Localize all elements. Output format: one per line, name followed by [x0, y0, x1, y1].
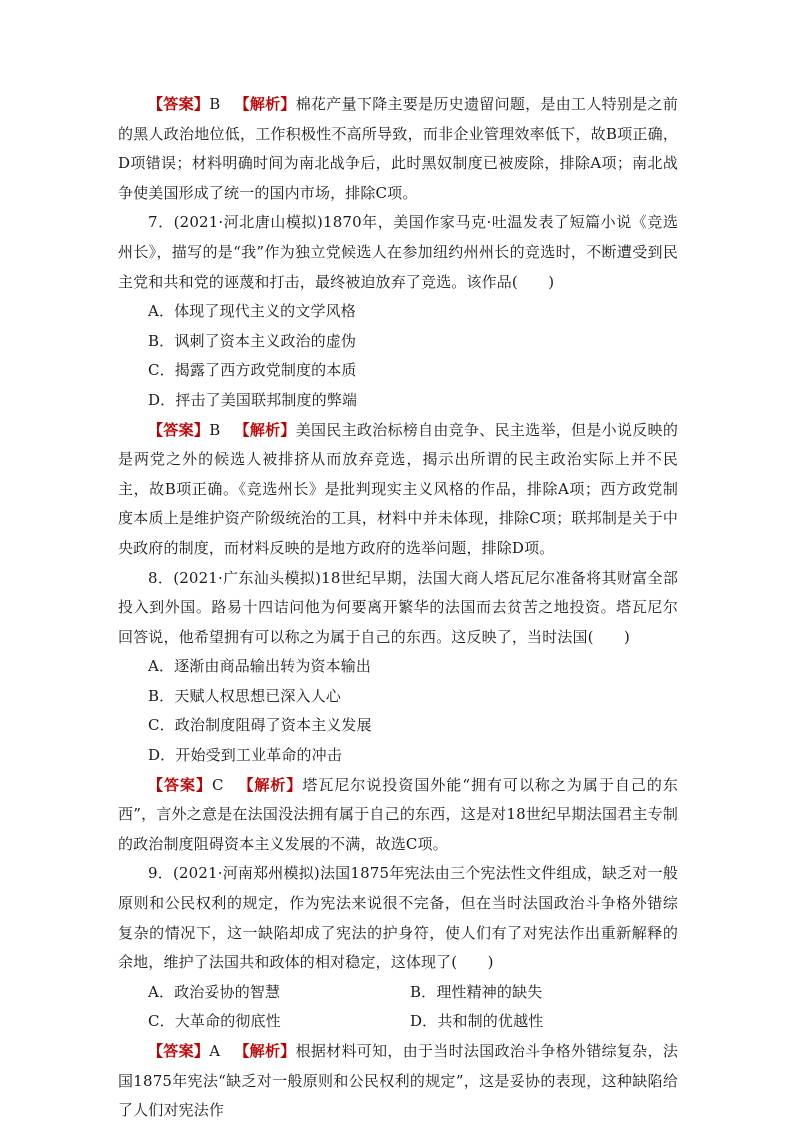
question-7-option-c: C．揭露了西方政党制度的本质 — [148, 361, 357, 380]
question-9-option-d: D．共和制的优越性 — [410, 1012, 544, 1031]
question-9-options-row-2 — [118, 1007, 678, 1037]
question-8-option-d: D．开始受到工业革命的冲击 — [148, 746, 342, 765]
answer-tag: 【答案】 — [148, 420, 210, 439]
answer-tag: 【答案】 — [148, 775, 212, 794]
answer-letter: C — [211, 775, 224, 794]
analysis-text: 根据材料可知，由于当时法国政治斗争格外错综复杂，法国1875年宪法“缺乏对一般原则和公民权利的规定”，这是妥协的表现，这种缺陷给了人们对宪法作 — [118, 1042, 678, 1120]
question-8-option-a: A．逐渐由商品输出转为资本输出 — [148, 657, 372, 676]
question-7-option-a: A．体现了现代主义的文学风格 — [148, 302, 356, 321]
answer-block-7 — [118, 416, 678, 564]
question-9-option-a: A．政治妥协的智慧 — [148, 982, 281, 1001]
analysis-tag: 【解析】 — [237, 775, 303, 794]
answer-letter: A — [209, 1042, 221, 1060]
analysis-tag: 【解析】 — [234, 1042, 296, 1060]
question-9-option-c: C．大革命的彻底性 — [148, 1012, 281, 1031]
analysis-text: 美国民主政治标榜自由竞争、民主选举，但是小说反映的是两党之外的候选人被排挤从而放弃竞选，揭示出所谓的民主政治实际上并不民主，故B项正确。《竞选州长》是批判现实主义风格的作品，排除A项；西方政党制度本质上是维护资产阶级统治的工具，材料中并未体现，排除C项；联邦制是关于中央政府的制度，而材料反映的是地方政府的选举问题，排除D项。 — [118, 420, 678, 557]
document-page — [118, 90, 678, 1126]
analysis-text: 塔瓦尼尔说投资国外能“拥有可以称之为属于自己的东西”，言外之意是在法国没法拥有属于自己的东西，这是对18世纪早期法国君主专制的政治制度阻碍资本主义发展的不满，故选C项。 — [118, 775, 678, 853]
question-8-option-b: B．天赋人权思想已深入人心 — [148, 686, 341, 705]
question-7-option-b: B．讽刺了资本主义政治的虚伪 — [148, 331, 357, 350]
question-9-option-b: B．理性精神的缺失 — [410, 982, 543, 1001]
question-8-option-c: C．政治制度阻碍了资本主义发展 — [148, 716, 372, 735]
analysis-text: 棉花产量下降主要是历史遗留问题，是由工人特别是之前的黑人政治地位低，工作积极性不高所导致，而非企业管理效率低下，故B项正确，D项错误；材料明确时间为南北战争后，此时黑奴制度已被废除，排除A项；南北战争使美国形成了统一的国内市场，排除C项。 — [118, 95, 678, 202]
answer-tag: 【答案】 — [148, 1042, 210, 1060]
question-8-stem: 8．(2021·广东汕头模拟)18世纪早期，法国大商人塔瓦尼尔准备将其财富全部投入到外国。路易十四诘问他为何要离开繁华的法国而去贫苦之地投资。塔瓦尼尔回答说，他希望拥有可以称之为属于自己的东西。这反映了，当时法国( ) — [118, 568, 678, 646]
answer-block-9 — [118, 1037, 678, 1126]
answer-letter: B — [209, 420, 221, 439]
analysis-tag: 【解析】 — [234, 420, 296, 439]
analysis-tag: 【解析】 — [234, 95, 296, 113]
answer-block-8 — [118, 771, 678, 860]
question-9-stem: 9．(2021·河南郑州模拟)法国1875年宪法由三个宪法性文件组成，缺乏对一般原则和公民权利的规定，作为宪法来说很不完备，但在当时法国政治斗争格外错综复杂的情况下，这一缺陷却成了宪法的护身符，使人们有了对宪法作出重新解释的余地，维护了法国共和政体的相对稳定，这体现了( ) — [118, 864, 678, 972]
answer-letter: B — [209, 95, 221, 113]
answer-block-6 — [118, 90, 678, 208]
question-7-option-d: D．抨击了美国联邦制度的弊端 — [148, 390, 358, 409]
answer-tag: 【答案】 — [148, 95, 210, 113]
question-9-options-row-1 — [118, 978, 678, 1008]
question-7-stem: 7．(2021·河北唐山模拟)1870年，美国作家马克·吐温发表了短篇小说《竞选州长》，描写的是“我”作为独立党候选人在参加纽约州州长的竞选时，不断遭受到民主党和共和党的诬蔑和打击，最终被迫放弃了竞选。该作品( ) — [118, 213, 678, 291]
